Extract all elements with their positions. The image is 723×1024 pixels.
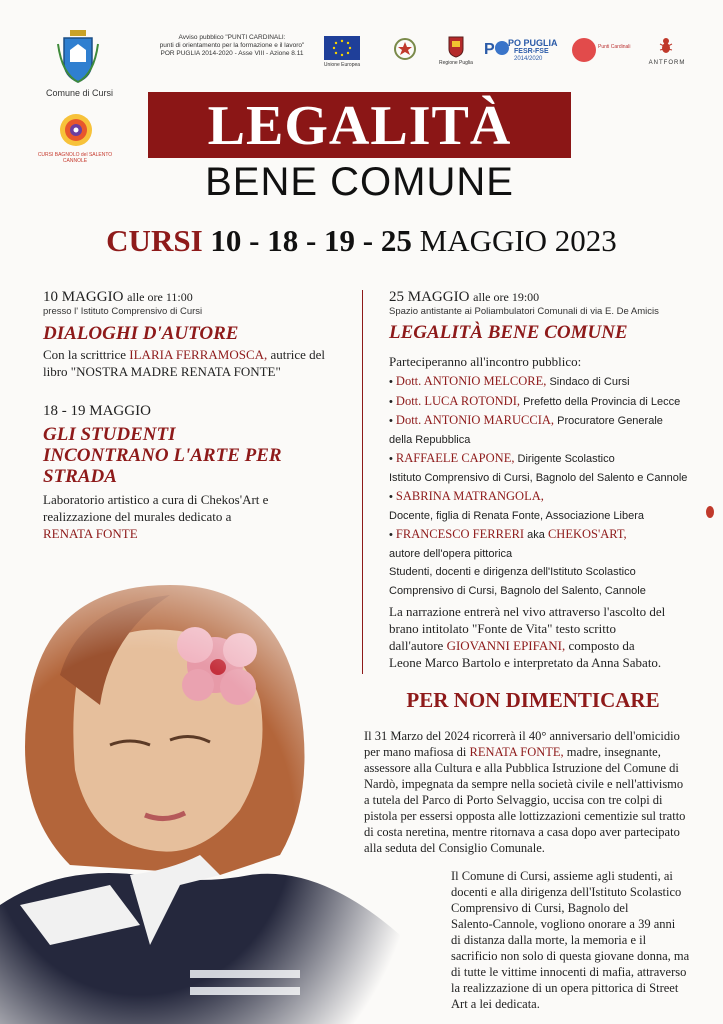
narration-text: La narrazione entrerà nel vivo attraverso l'ascolto del brano intitolato "Fonte de Vita" testo scritto dall'autore GIOVANNI EPIFANI, composto da Leone Marco Bartolo e interpretato da Anna Sabato.: [389, 604, 666, 670]
comune-label: Comune di Cursi: [46, 88, 114, 98]
event-1-desc-pre: Con la scrittrice: [43, 347, 127, 362]
event-1-place: presso l' Istituto Comprensivo di Cursi: [43, 306, 203, 317]
event-2-desc-line: realizzazione del murales dedicato a: [43, 509, 232, 524]
event-2-title-line: INCONTRANO L'ARTE PER: [43, 445, 282, 466]
regione-caption: Regione Puglia: [439, 60, 473, 66]
por-sub: FESR-FSE: [514, 48, 549, 55]
svg-text:P: P: [484, 41, 495, 58]
edge-mark-icon: [705, 505, 715, 519]
list-item: Studenti, docenti e dirigenza dell'Istituto Scolastico: [389, 566, 636, 578]
antform-label: ANTFORM: [648, 60, 686, 66]
por-years: 2014/2020: [514, 56, 543, 62]
list-item: • RAFFAELE CAPONE, Dirigente Scolastico: [389, 451, 615, 465]
column-divider: [362, 290, 363, 674]
eu-flag-icon: [324, 36, 360, 60]
memorial-paragraph-1: Il 31 Marzo del 2024 ricorrerà il 40° anniversario dell'omicidio per mano mafiosa di RENATA FONTE, madre, insegnante, assessore alla Cultura e alla Pubblica Istruzione del Comune di Nardò, impegnata da sempre nella società civile e nell'attivismo a tutela del Parco di Porto Selvaggio, uccisa con tre colpi di pistola per essersi opposta alle lottizzazioni cementizie sul tratto di costa neretina, mentre ritornava a casa dopo aver partecipato alla seduta del Consiglio Comunale.: [364, 729, 686, 855]
antform-icon: [659, 36, 673, 54]
italy-emblem-icon: [394, 38, 416, 60]
event-2-title-line: STRADA: [43, 466, 117, 487]
comune-crest-icon: [56, 30, 100, 84]
month-year: MAGGIO 2023: [419, 223, 617, 258]
event-dates: 10 - 18 - 19 - 25: [210, 223, 412, 258]
punti-cardinali-label: Punti Cardinali: [598, 44, 631, 50]
list-item: • Dott. ANTONIO MARUCCIA, Procuratore Generale: [389, 413, 663, 427]
event-1-time: alle ore 11:00: [127, 290, 193, 304]
list-item: • FRANCESCO FERRERI aka CHEKOS'ART,: [389, 527, 627, 541]
event-3-time: alle ore 19:00: [473, 290, 540, 304]
event-3-place: Spazio antistante ai Poliambulatori Comunali di via E. De Amicis: [389, 306, 659, 317]
event-2-desc-line: Laboratorio artistico a cura di Chekos'Art e: [43, 492, 269, 507]
event-3-title: LEGALITÀ BENE COMUNE: [389, 322, 628, 343]
list-item: • SABRINA MATRANGOLA,: [389, 489, 544, 503]
school-logo-caption: CURSI BAGNOLO del SALENTO CANNOLE: [37, 152, 113, 164]
event-2-title-line: GLI STUDENTI: [43, 424, 176, 445]
event-1-desc-line2: libro "NOSTRA MADRE RENATA FONTE": [43, 364, 281, 379]
event-1-writer: ILARIA FERRAMOSCA,: [129, 347, 268, 362]
por-puglia-logo: [484, 38, 564, 64]
event-2-date: 18 - 19 MAGGIO: [43, 403, 151, 419]
punti-cardinali-icon: [572, 38, 596, 62]
event-1-title: DIALOGHI D'AUTORE: [43, 323, 239, 344]
list-item: • Dott. LUCA ROTONDI, Prefetto della Provincia di Lecce: [389, 393, 681, 408]
list-item: • Dott. ANTONIO MELCORE, Sindaco di Cursi: [389, 374, 630, 388]
event-2: [43, 403, 353, 542]
event-1-desc-post: autrice del: [270, 347, 325, 362]
title-subtitle: BENE COMUNE: [205, 160, 514, 204]
title-banner: LEGALITÀ: [148, 92, 571, 158]
list-item: autore dell'opera pittorica: [389, 547, 513, 560]
participants-list: [389, 372, 709, 600]
event-1-date: 10 MAGGIO: [43, 289, 124, 305]
town-name: CURSI: [106, 223, 203, 258]
renata-fonte-portrait: [0, 575, 400, 1024]
list-item: Istituto Comprensivo di Cursi, Bagnolo del Salento e Cannole: [389, 471, 688, 484]
memorial-paragraph-2: Il Comune di Cursi, assieme agli studenti, ai docenti e alla dirigenza dell'Istituto Scolastico Comprensivo di Cursi, Bagnolo del Salento-Cannole, vogliono onorare a 39 anni di distanza dalla morte, la memoria e il sacrificio non solo di questa giovane donna, ma di tutte le vittime innocenti di mafia, attraverso la realizzazione di un opera pittorica di Street Art a lei dedicata.: [451, 869, 690, 1011]
event-3-intro: Parteciperanno all'incontro pubblico:: [389, 354, 582, 369]
list-item: Comprensivo di Cursi, Bagnolo del Salento, Cannole: [389, 584, 646, 597]
memorial-title: PER NON DIMENTICARE: [406, 688, 660, 712]
eu-caption: Unione Europea: [323, 62, 361, 68]
event-3-date: 25 MAGGIO: [389, 289, 470, 305]
school-logo-icon: [58, 112, 94, 148]
dates-line: [0, 223, 723, 259]
list-item: Docente, figlia di Renata Fonte, Associazione Libera: [389, 509, 644, 522]
event-2-name: RENATA FONTE: [43, 526, 138, 541]
event-1: [43, 289, 353, 380]
list-item: della Repubblica: [389, 433, 471, 446]
avviso-text: Avviso pubblico "PUNTI CARDINALI: punti di orientamento per la formazione e il lavoro" POR PUGLIA 2014-2020 - Asse VIII - Azione 8.11: [159, 34, 305, 57]
event-3: [389, 289, 709, 600]
por-label: PO PUGLIA: [508, 38, 558, 48]
regione-puglia-icon: [448, 36, 464, 58]
